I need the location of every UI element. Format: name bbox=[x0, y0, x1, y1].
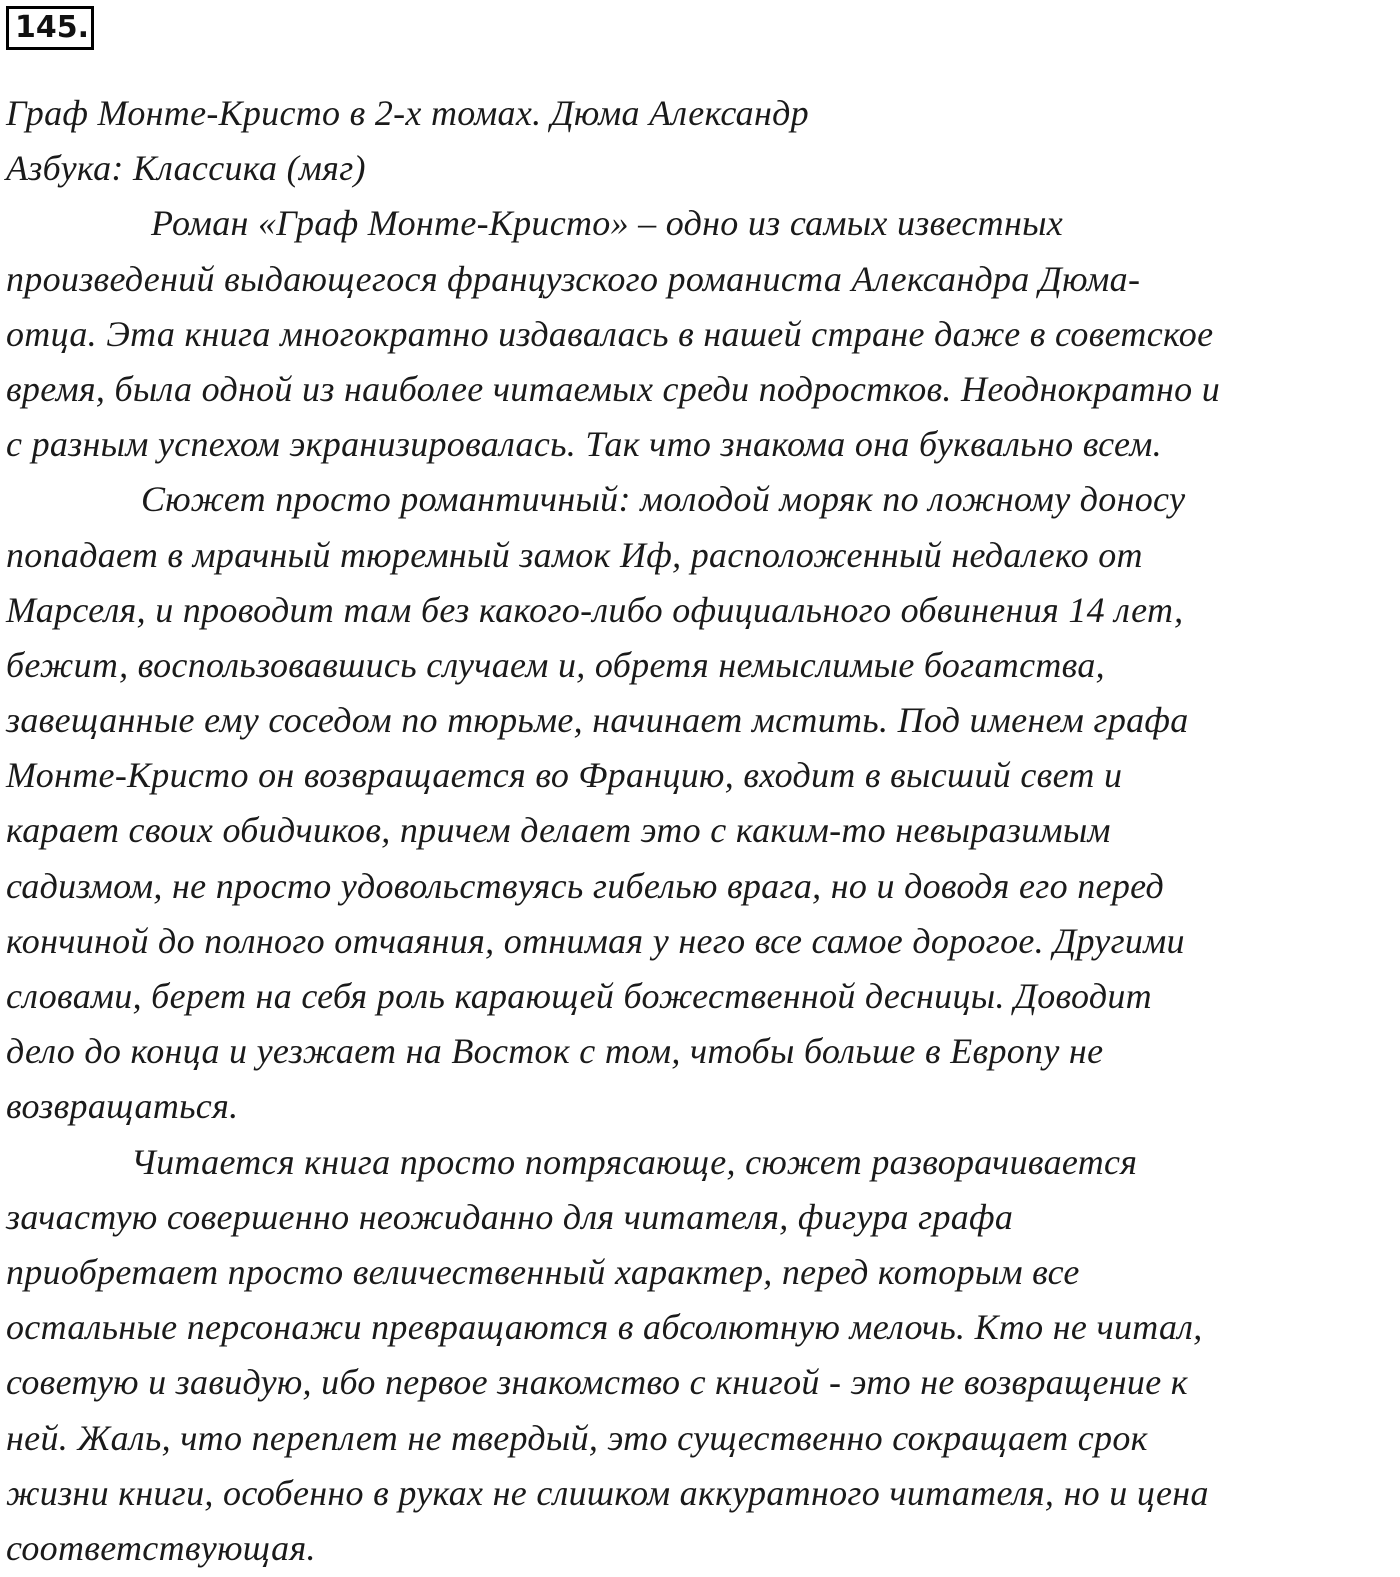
paragraph-3-line-8: соответствующая. bbox=[6, 1527, 316, 1568]
paragraph-3-line-3: приобретает просто величественный характер, перед которым все bbox=[6, 1251, 1080, 1292]
paragraph-3-line-5: советую и завидую, ибо первое знакомство с книгой - это не возвращение к bbox=[6, 1362, 1188, 1403]
paragraph-3-line-2: зачастую совершенно неожиданно для читателя, фигура графа bbox=[6, 1196, 1014, 1237]
paragraph-3-line-1: Читается книга просто потрясающе, сюжет разворачивается bbox=[131, 1141, 1138, 1182]
paragraph-2-line-9: кончиной до полного отчаяния, отнимая у него все самое дорогое. Другими bbox=[6, 920, 1185, 961]
paragraph-2-line-2: попадает в мрачный тюремный замок Иф, расположенный недалеко от bbox=[6, 534, 1143, 575]
review-text bbox=[6, 86, 1398, 1576]
paragraph-1-line-3: отца. Эта книга многократно издавалась в нашей стране даже в советское bbox=[6, 313, 1214, 354]
exercise-number-box bbox=[6, 6, 94, 50]
paragraph-2-line-4: бежит, воспользовавшись случаем и, обретя немыслимые богатства, bbox=[6, 644, 1105, 685]
paragraph-2-line-10: словами, берет на себя роль карающей божественной десницы. Доводит bbox=[6, 976, 1152, 1016]
exercise-number-header bbox=[6, 6, 94, 50]
paragraph-2-line-6: Монте-Кристо он возвращается во Францию, входит в высший свет и bbox=[6, 755, 1123, 796]
paragraph-2-line-11: дело до конца и уезжает на Восток с том, чтобы больше в Европу не bbox=[6, 1031, 1104, 1072]
paragraph-2-line-8: садизмом, не просто удовольствуясь гибелью врага, но и доводя его перед bbox=[6, 865, 1165, 906]
paragraph-3-line-6: ней. Жаль, что переплет не твердый, это существенно сокращает срок bbox=[6, 1417, 1148, 1458]
paragraph-1-line-1: Роман «Граф Монте-Кристо» – одно из самых известных bbox=[151, 203, 1064, 244]
exercise-number-punct: . bbox=[77, 10, 90, 45]
book-title-line: Граф Монте-Кристо в 2-х томах. Дюма Александр bbox=[6, 93, 809, 133]
paragraph-2-line-12: возвращаться. bbox=[6, 1086, 239, 1127]
paragraph-2-line-3: Марселя, и проводит там без какого-либо официального обвинения 14 лет, bbox=[6, 589, 1184, 630]
paragraph-2-line-5: завещанные ему соседом по тюрьме, начинает мстить. Под именем графа bbox=[6, 700, 1189, 741]
paragraph-2-line-7: карает своих обидчиков, причем делает это с каким-то невыразимым bbox=[6, 810, 1111, 851]
exercise-number: 145 bbox=[15, 10, 78, 45]
paragraph-3-line-4: остальные персонажи превращаются в абсолютную мелочь. Кто не читал, bbox=[6, 1307, 1203, 1348]
paragraph-2-line-1: Сюжет просто романтичный: молодой моряк по ложному доносу bbox=[141, 479, 1186, 520]
paragraph-3-line-7: жизни книги, особенно в руках не слишком аккуратного читателя, но и цена bbox=[6, 1472, 1209, 1513]
paragraph-1-line-4: время, была одной из наиболее читаемых среди подростков. Неоднократно и bbox=[6, 368, 1221, 409]
publisher-line: Азбука: Классика (мяг) bbox=[6, 148, 366, 189]
paragraph-1-line-2: произведений выдающегося французского романиста Александра Дюма- bbox=[6, 258, 1141, 299]
paragraph-1-line-5: с разным успехом экранизировалась. Так что знакома она буквально всем. bbox=[6, 424, 1162, 465]
